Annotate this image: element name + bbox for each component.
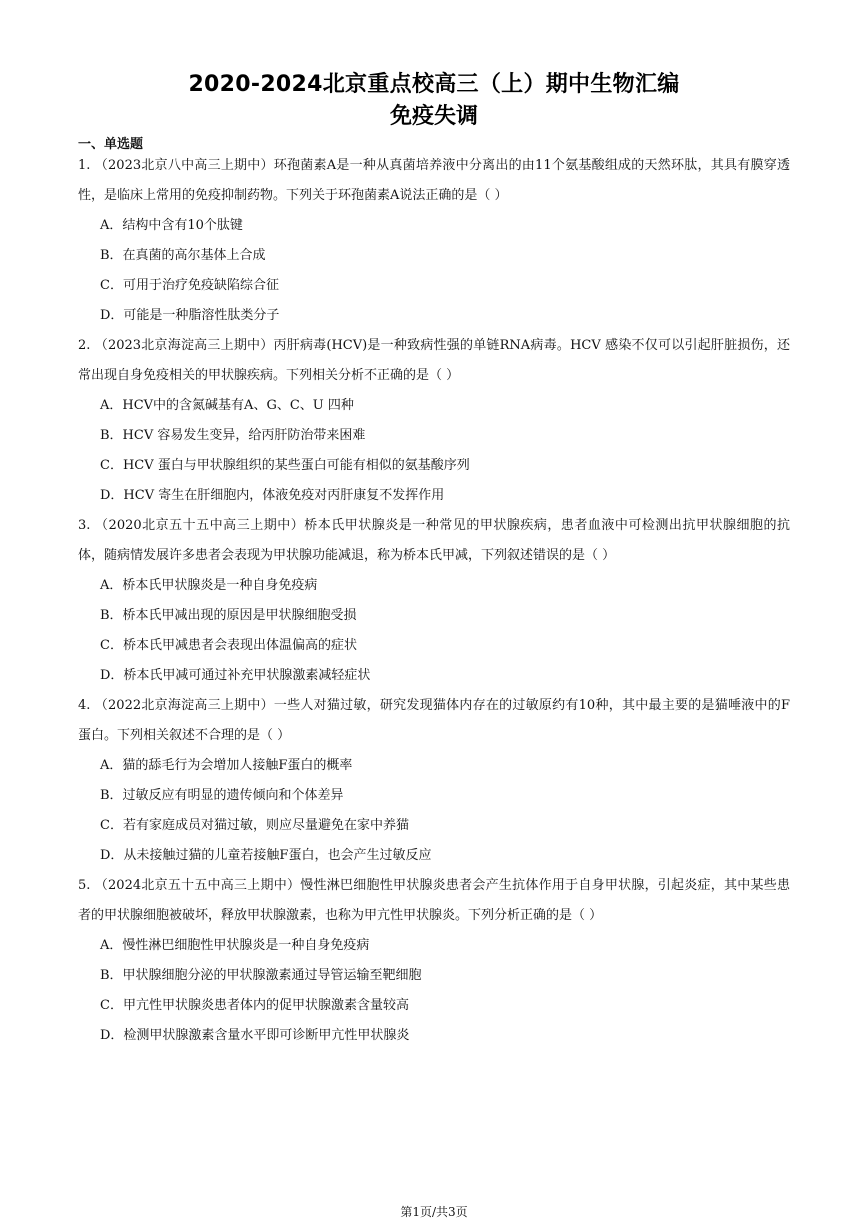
question-stem: 5. （2024北京五十五中高三上期中）慢性淋巴细胞性甲状腺炎患者会产生抗体作用于自身甲状腺，引起炎症，其中某些患者的甲状腺细胞被破坏，释放甲状腺激素，也称为甲亢性甲状腺炎。下列分析正确的是（ ） (78, 878, 790, 923)
option-c: C．桥本氏甲减患者会表现出体温偏高的症状 (100, 638, 357, 653)
option-a: A．HCV中的含氮碱基有A、G、C、U 四种 (100, 398, 354, 413)
option-b: B．桥本氏甲减出现的原因是甲状腺细胞受损 (100, 608, 357, 623)
question-item (78, 691, 790, 871)
question-stem: 4. （2022北京海淀高三上期中）一些人对猫过敏，研究发现猫体内存在的过敏原约有10种，其中最主要的是猫唾液中的F蛋白。下列相关叙述不合理的是（ ） (78, 698, 790, 743)
option-b: B．HCV 容易发生变异，给丙肝防治带来困难 (100, 428, 366, 443)
question-item (78, 331, 790, 511)
option-d: D．HCV 寄生在肝细胞内，体液免疫对丙肝康复不发挥作用 (100, 488, 445, 503)
option-b: B．甲状腺细胞分泌的甲状腺激素通过导管运输至靶细胞 (100, 968, 422, 983)
option-c: C．若有家庭成员对猫过敏，则应尽量避免在家中养猫 (100, 818, 409, 833)
option-a: A．桥本氏甲状腺炎是一种自身免疫病 (100, 578, 318, 593)
document-title: 2020-2024北京重点校高三（上）期中生物汇编 (188, 72, 680, 97)
option-d: D．检测甲状腺激素含量水平即可诊断甲亢性甲状腺炎 (100, 1028, 410, 1043)
option-c: C．HCV 蛋白与甲状腺组织的某些蛋白可能有相似的氨基酸序列 (100, 458, 470, 473)
question-item (78, 871, 790, 1051)
question-stem: 3. （2020北京五十五中高三上期中）桥本氏甲状腺炎是一种常见的甲状腺疾病，患者血液中可检测出抗甲状腺细胞的抗体，随病情发展许多患者会表现为甲状腺功能减退，称为桥本氏甲减，下列叙述错误的是（ ） (78, 518, 790, 563)
option-a: A．猫的舔毛行为会增加人接触F蛋白的概率 (100, 758, 353, 773)
option-a: A．慢性淋巴细胞性甲状腺炎是一种自身免疫病 (100, 938, 370, 953)
document-subtitle: 免疫失调 (389, 104, 478, 129)
option-a: A．结构中含有10个肽键 (100, 218, 243, 233)
option-d: D．可能是一种脂溶性肽类分子 (100, 308, 280, 323)
option-d: D．桥本氏甲减可通过补充甲状腺激素减轻症状 (100, 668, 371, 683)
section-heading: 一、单选题 (78, 137, 144, 152)
question-item (78, 151, 790, 331)
option-b: B．过敏反应有明显的遗传倾向和个体差异 (100, 788, 344, 803)
question-stem: 2. （2023北京海淀高三上期中）丙肝病毒(HCV)是一种致病性强的单链RNA病毒。HCV 感染不仅可以引起肝脏损伤，还常出现自身免疫相关的甲状腺疾病。下列相关分析不正确的是（ ） (78, 338, 790, 383)
option-c: C．甲亢性甲状腺炎患者体内的促甲状腺激素含量较高 (100, 998, 409, 1013)
question-item (78, 511, 790, 691)
option-b: B．在真菌的高尔基体上合成 (100, 248, 266, 263)
page-number: 第1页/共3页 (400, 1205, 468, 1219)
option-d: D．从未接触过猫的儿童若接触F蛋白，也会产生过敏反应 (100, 848, 432, 863)
option-c: C．可用于治疗免疫缺陷综合征 (100, 278, 279, 293)
question-stem: 1. （2023北京八中高三上期中）环孢菌素A是一种从真菌培养液中分离出的由11个氨基酸组成的天然环肽，其具有膜穿透性，是临床上常用的免疫抑制药物。下列关于环孢菌素A说法正确的是（ ） (78, 158, 790, 203)
question-list (78, 151, 790, 1051)
